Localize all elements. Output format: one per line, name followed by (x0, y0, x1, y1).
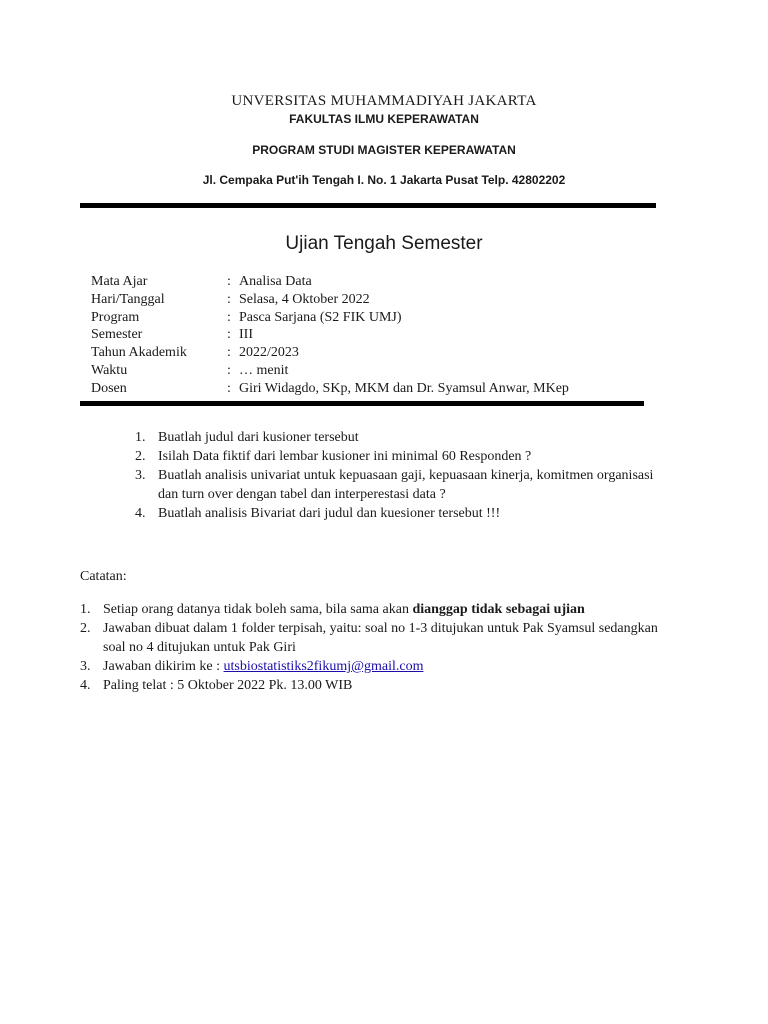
note-number: 4. (80, 678, 91, 693)
info-colon: : (227, 291, 231, 307)
note-text: Setiap orang datanya tidak boleh sama, bila sama akan (103, 602, 413, 617)
info-value: Selasa, 4 Oktober 2022 (239, 291, 370, 307)
task-item (135, 447, 655, 466)
note-text: Paling telat : 5 Oktober 2022 Pk. 13.00 WIB (103, 678, 353, 693)
info-value: Giri Widagdo, SKp, MKM dan Dr. Syamsul Anwar, MKep (239, 380, 569, 396)
info-colon: : (227, 362, 231, 378)
info-value: Analisa Data (239, 274, 312, 289)
info-label: Tahun Akademik (91, 345, 187, 361)
task-text: Buatlah analisis univariat untuk kepuasaan gaji, kepuasaan kinerja, komitmen organisasi dan turn over dengan tabel dan interperestasi data ? (158, 468, 654, 502)
notes-list (80, 600, 670, 695)
exam-title: Ujian Tengah Semester (285, 233, 483, 254)
task-text: Buatlah analisis Bivariat dari judul dan kuesioner tersebut !!! (158, 506, 501, 521)
info-label: Waktu (91, 362, 128, 378)
task-item (135, 504, 655, 523)
email-link[interactable]: utsbiostatistiks2fikumj@gmail.com (223, 659, 424, 674)
task-item (135, 428, 655, 447)
info-value: … menit (239, 362, 289, 378)
note-item (80, 619, 670, 657)
note-text: Jawaban dikirim ke : (103, 659, 224, 674)
note-item (80, 657, 670, 676)
info-value: III (239, 327, 253, 343)
task-number: 3. (135, 468, 146, 483)
note-number: 3. (80, 659, 91, 674)
info-label: Semester (91, 327, 143, 343)
info-colon: : (227, 274, 231, 289)
task-text: Buatlah judul dari kusioner tersebut (158, 430, 359, 445)
faculty-name: FAKULTAS ILMU KEPERAWATAN (289, 112, 479, 126)
note-item (80, 600, 670, 619)
info-row-hari-tanggal (91, 291, 651, 309)
task-number: 4. (135, 506, 146, 521)
address-line: Jl. Cempaka Put'ih Tengah I. No. 1 Jakarta Pusat Telp. 42802202 (202, 173, 566, 187)
task-text: Isilah Data fiktif dari lembar kusioner ini minimal 60 Responden ? (158, 449, 532, 464)
header-divider (80, 203, 656, 208)
note-number: 1. (80, 602, 91, 617)
info-row-waktu (91, 362, 651, 380)
task-list (135, 428, 655, 523)
info-row-mata-ajar (91, 273, 651, 291)
info-label: Hari/Tanggal (91, 291, 165, 307)
note-number: 2. (80, 621, 91, 636)
program-name: PROGRAM STUDI MAGISTER KEPERAWATAN (252, 143, 516, 157)
note-bold-text: dianggap tidak sebagai ujian (412, 602, 585, 617)
info-label: Dosen (91, 380, 127, 396)
info-label: Program (91, 309, 140, 325)
info-row-tahun-akademik (91, 344, 651, 362)
info-row-semester (91, 326, 651, 344)
exam-info-table (91, 273, 651, 398)
info-colon: : (227, 380, 231, 396)
task-number: 1. (135, 430, 146, 445)
info-row-program (91, 309, 651, 327)
task-item (135, 466, 655, 504)
note-item (80, 676, 670, 695)
info-label: Mata Ajar (91, 274, 148, 289)
info-row-dosen (91, 380, 651, 398)
info-colon: : (227, 327, 231, 343)
info-value: 2022/2023 (239, 345, 299, 361)
notes-heading: Catatan: (80, 569, 127, 584)
info-colon: : (227, 309, 231, 325)
university-name: UNVERSITAS MUHAMMADIYAH JAKARTA (231, 93, 537, 109)
info-value: Pasca Sarjana (S2 FIK UMJ) (239, 309, 402, 325)
info-colon: : (227, 345, 231, 361)
info-divider (80, 401, 644, 406)
task-number: 2. (135, 449, 146, 464)
note-text: Jawaban dibuat dalam 1 folder terpisah, yaitu: soal no 1-3 ditujukan untuk Pak Syamsul sedangkan soal no 4 ditujukan untuk Pak Giri (103, 621, 658, 655)
